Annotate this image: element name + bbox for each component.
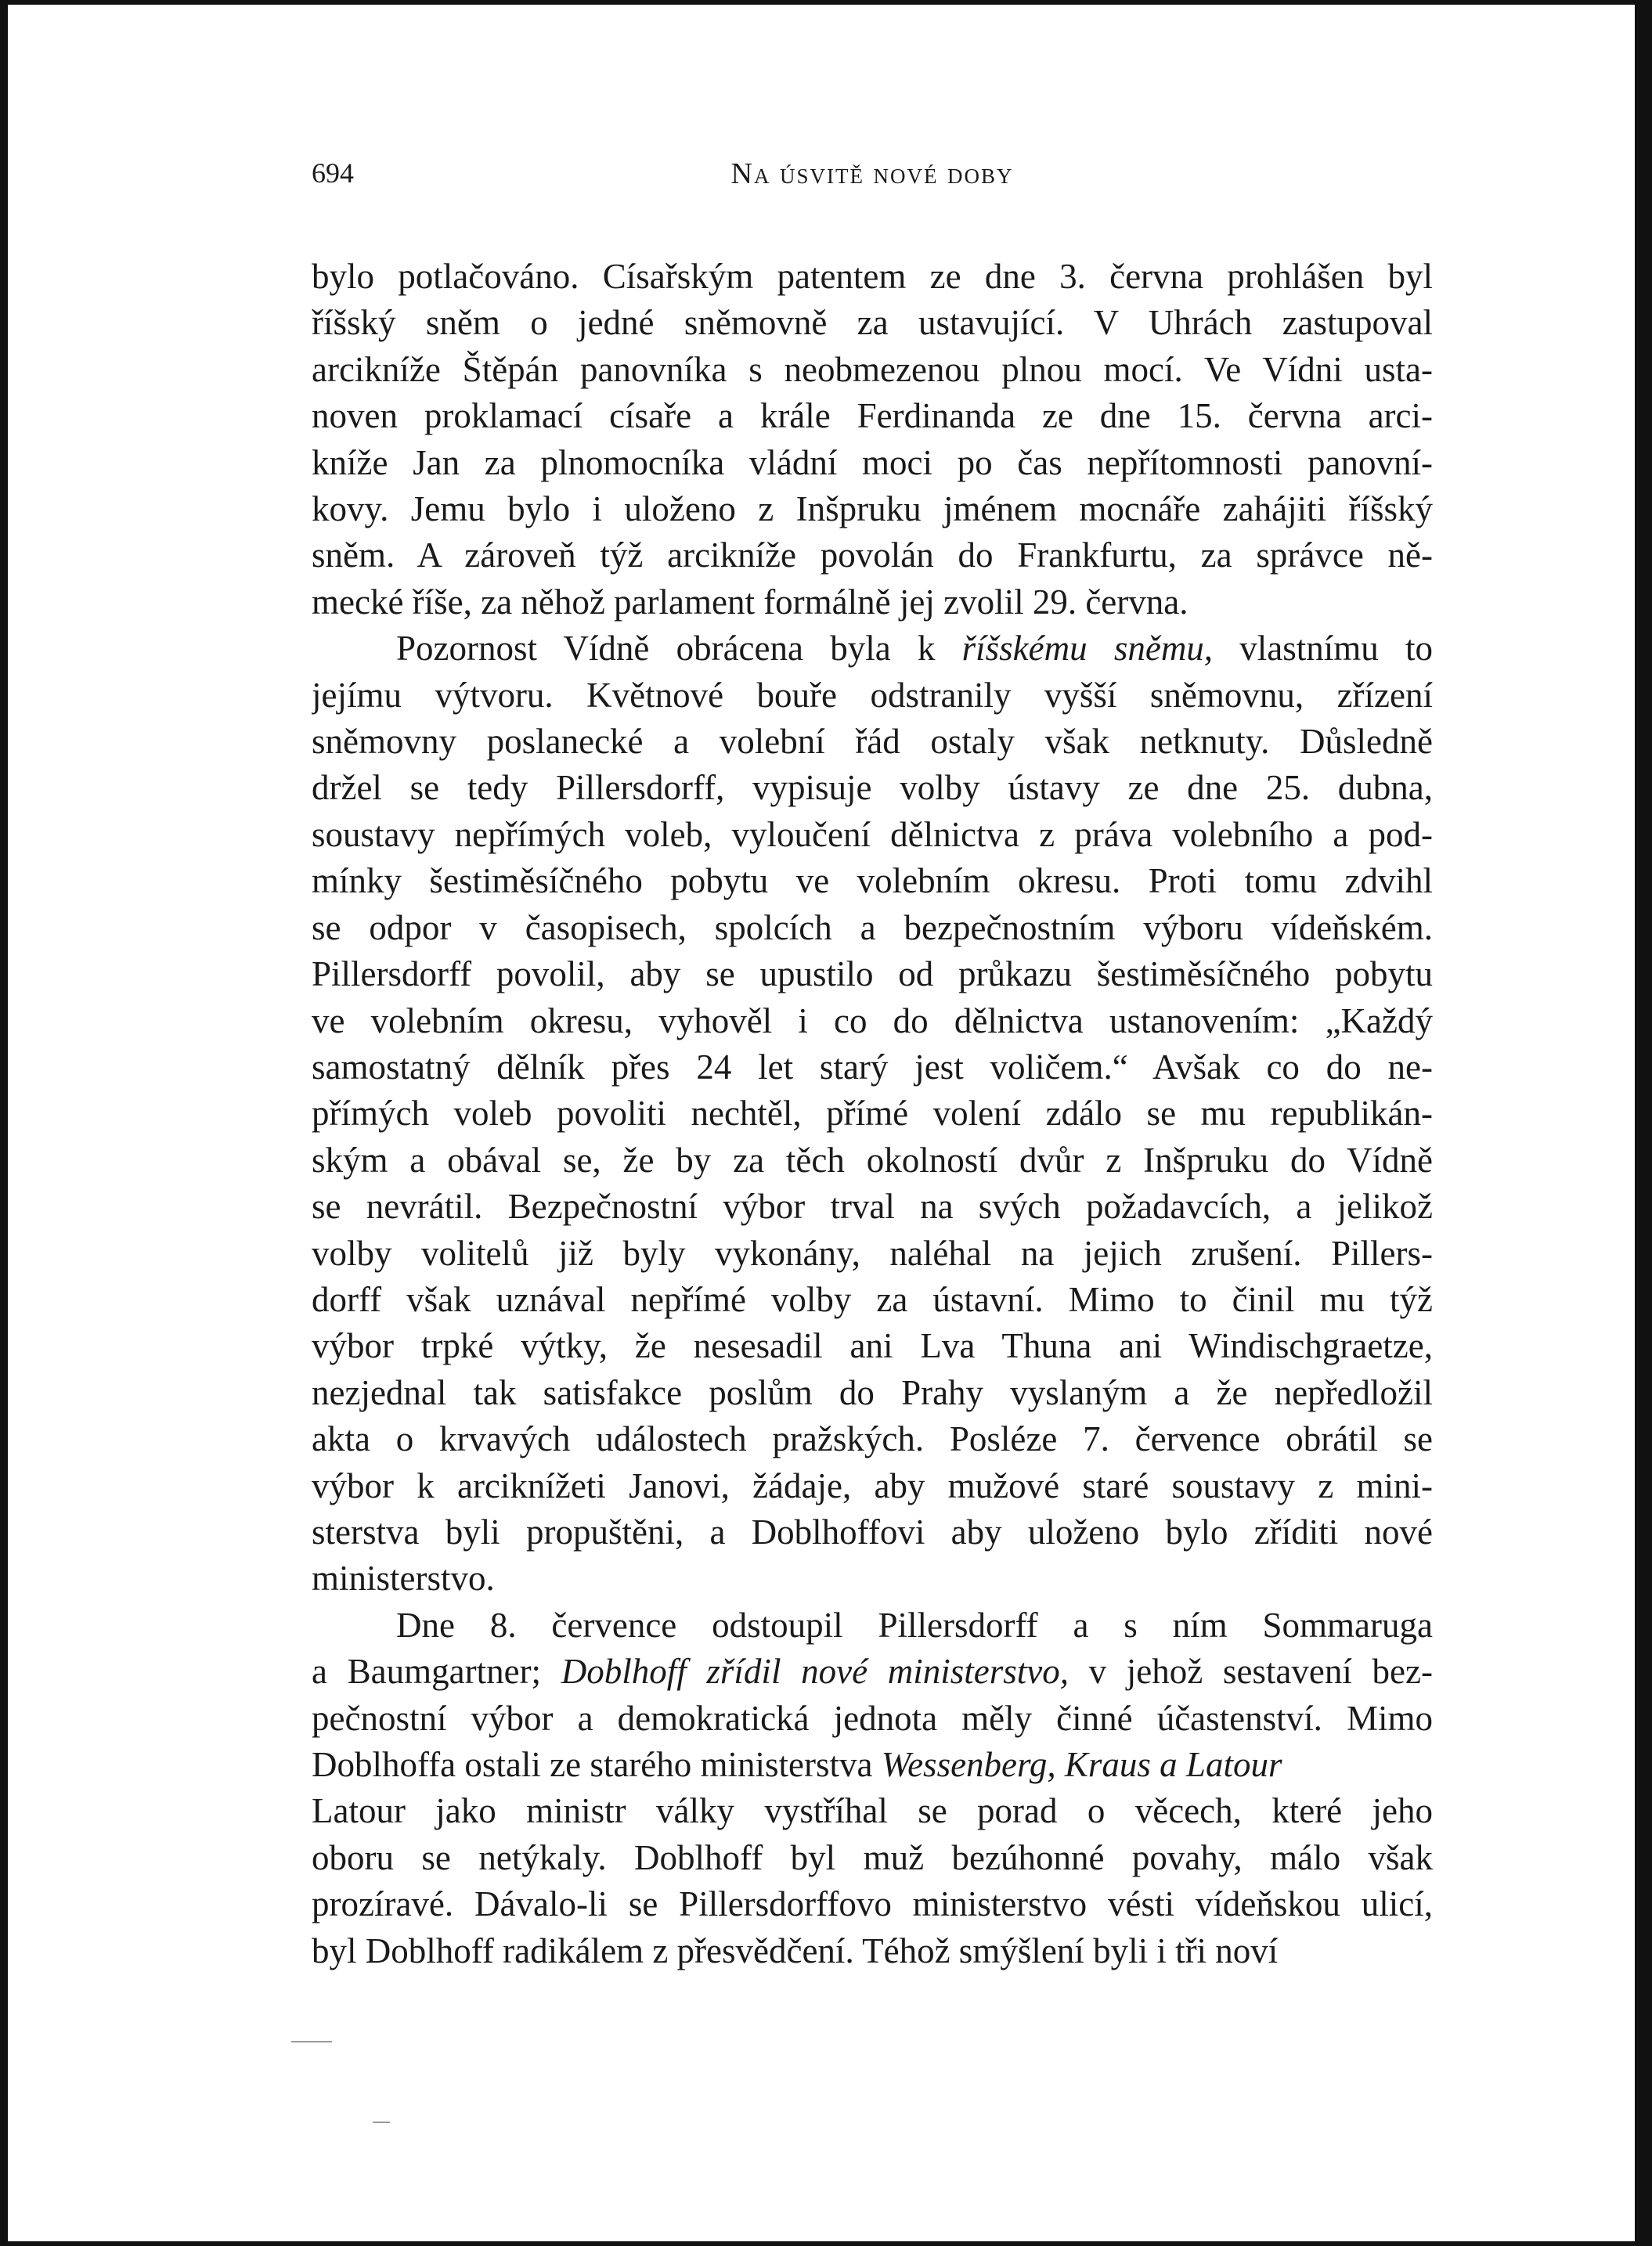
text-line-segment: ve volebním okresu, vyhověl i co do dělnictva ustanovením: „Každý xyxy=(312,1000,1433,1040)
text-line-segment: kníže Jan za plnomocníka vládní moci po čas nepřítomnosti panovní- xyxy=(312,442,1433,482)
text-line-segment: nezjednal tak satisfakce poslům do Prahy vyslaným a že nepředložil xyxy=(312,1372,1433,1412)
text-line-segment: sněm. A zároveň týž arcikníže povolán do Frankfurtu, za správce ně- xyxy=(312,535,1433,575)
text-line xyxy=(312,858,1433,904)
text-line xyxy=(312,347,1433,393)
text-line-segment: noven proklamací císaře a krále Ferdinanda ze dne 15. června arci- xyxy=(312,396,1433,436)
text-line-segment: volby volitelů již byly vykonány, naléhal na jejich zrušení. Pillers- xyxy=(312,1233,1433,1273)
body-text xyxy=(312,254,1433,1974)
scan-smudge xyxy=(291,2041,332,2042)
text-line xyxy=(312,672,1433,719)
text-line xyxy=(312,812,1433,858)
scan-smudge xyxy=(373,2122,390,2123)
italic-phrase: říšskému sněmu, xyxy=(961,629,1214,669)
text-line xyxy=(312,1370,1433,1416)
text-line xyxy=(312,1602,1433,1649)
text-line-segment: ským a obával se, že by za těch okolností dvůr z Inšpruku do Vídně xyxy=(312,1140,1433,1180)
text-line-segment: výbor k arciknížeti Janovi, žádaje, aby mužové staré soustavy z mini- xyxy=(312,1465,1433,1505)
text-line-segment: bylo potlačováno. Císařským patentem ze dne 3. června prohlášen byl xyxy=(312,257,1433,296)
text-line xyxy=(312,951,1433,997)
text-line-segment: oboru se netýkaly. Doblhoff byl muž bezúhonné povahy, málo však xyxy=(312,1837,1433,1877)
text-line xyxy=(312,1184,1433,1230)
text-line-segment: pečnostní výbor a demokratická jednota měly činné účastenství. Mimo xyxy=(312,1698,1433,1738)
scan-border-bottom xyxy=(0,2241,1652,2246)
text-line-segment: v jehož sestavení bez- xyxy=(1068,1652,1433,1692)
text-line-segment: vlastnímu to xyxy=(1213,629,1433,669)
text-line xyxy=(312,1323,1433,1369)
text-line-segment: se nevrátil. Bezpečnostní výbor trval na svých požadavcích, a jelikož xyxy=(312,1187,1433,1227)
text-line-segment: arcikníže Štěpán panovníka s neobmezenou plnou mocí. Ve Vídni usta- xyxy=(312,349,1433,389)
text-line xyxy=(312,1649,1433,1695)
text-line xyxy=(312,532,1433,579)
text-line-segment: Pillersdorff povolil, aby se upustilo od průkazu šestiměsíčného pobytu xyxy=(312,954,1433,994)
text-line xyxy=(312,1231,1433,1277)
text-line-segment: samostatný dělník přes 24 let starý jest voličem.“ Avšak co do ne- xyxy=(312,1047,1433,1087)
text-line-segment: jejímu výtvoru. Květnové bouře odstranily vyšší sněmovnu, zřízení xyxy=(312,675,1433,715)
italic-phrase: Wessenberg, Kraus a Latour xyxy=(881,1745,1282,1784)
text-line xyxy=(312,1835,1433,1881)
book-page xyxy=(312,157,1433,1974)
text-line xyxy=(312,1696,1433,1742)
text-line-segment: kovy. Jemu bylo i uloženo z Inšpruku jménem mocnáře zahájiti říšský xyxy=(312,489,1433,529)
text-line xyxy=(312,1556,1433,1602)
text-line xyxy=(312,1091,1433,1137)
italic-phrase: Doblhoff zřídil nové ministerstvo, xyxy=(561,1652,1069,1692)
text-line-segment: Latour jako ministr války vystříhal se porad o věcech, které jeho xyxy=(312,1791,1433,1831)
text-line-segment: dorff však uznával nepřímé volby za ústavní. Mimo to činil mu týž xyxy=(312,1279,1433,1319)
text-line-segment: mecké říše, za něhož parlament formálně jej zvolil 29. června. xyxy=(312,582,1189,622)
running-head xyxy=(312,157,1433,204)
text-line xyxy=(312,998,1433,1044)
text-line xyxy=(312,1416,1433,1462)
text-line xyxy=(312,719,1433,765)
scan-border-top xyxy=(0,0,1652,5)
page-number: 694 xyxy=(312,157,354,189)
text-line-segment: prozíravé. Dávalo-li se Pillersdorffovo ministerstvo vésti vídeňskou ulicí, xyxy=(312,1884,1433,1924)
text-line-segment: Pozornost Vídně obrácena byla k xyxy=(396,629,962,669)
text-line xyxy=(312,1881,1433,1927)
text-line-segment: byl Doblhoff radikálem z přesvědčení. Téhož smýšlení byli i tři noví xyxy=(312,1931,1279,1970)
text-line xyxy=(312,1044,1433,1091)
text-line-segment: ministerstvo. xyxy=(312,1559,495,1599)
text-line xyxy=(312,300,1433,346)
text-line xyxy=(312,579,1433,625)
text-line xyxy=(312,1928,1433,1974)
text-line-segment: Dne 8. července odstoupil Pillersdorff a s ním Sommaruga xyxy=(396,1605,1433,1645)
text-line xyxy=(312,254,1433,300)
text-line xyxy=(312,1788,1433,1834)
text-line xyxy=(312,1277,1433,1323)
text-line-segment: sněmovny poslanecké a volební řád ostaly však netknuty. Důsledně xyxy=(312,722,1433,762)
text-line-segment: výbor trpké výtky, že nesesadil ani Lva Thuna ani Windischgraetze, xyxy=(312,1326,1433,1366)
text-line xyxy=(312,1509,1433,1556)
text-line xyxy=(312,393,1433,439)
text-line-segment: přímých voleb povoliti nechtěl, přímé volení zdálo se mu republikán- xyxy=(312,1094,1433,1134)
text-line xyxy=(312,765,1433,811)
text-line xyxy=(312,905,1433,951)
scan-border-right xyxy=(1635,0,1652,2246)
text-line xyxy=(312,1742,1433,1788)
text-line xyxy=(312,486,1433,532)
text-line-segment: říšský sněm o jedné sněmovně za ustavující. V Uhrách zastupoval xyxy=(312,303,1433,343)
text-line xyxy=(312,1137,1433,1184)
text-line xyxy=(312,440,1433,486)
text-line-segment: a Baumgartner; xyxy=(312,1652,561,1692)
running-title: Na úsvitě nové doby xyxy=(730,157,1014,190)
text-line-segment: sterstva byli propuštěni, a Doblhoffovi aby uloženo bylo zříditi nové xyxy=(312,1512,1433,1552)
text-line xyxy=(312,625,1433,672)
scan-border-left xyxy=(0,0,8,2246)
text-line-segment: držel se tedy Pillersdorff, vypisuje volby ústavy ze dne 25. dubna, xyxy=(312,768,1433,808)
text-line-segment: soustavy nepřímých voleb, vyloučení dělnictva z práva volebního a pod- xyxy=(312,814,1433,854)
text-line-segment: akta o krvavých událostech pražských. Posléze 7. července obrátil se xyxy=(312,1419,1433,1459)
text-line-segment: Doblhoffa ostali ze starého ministerstva xyxy=(312,1745,882,1784)
text-line xyxy=(312,1463,1433,1509)
text-line-segment: se odpor v časopisech, spolcích a bezpečnostním výboru vídeňském. xyxy=(312,907,1433,947)
text-line-segment: mínky šestiměsíčného pobytu ve volebním okresu. Proti tomu zdvihl xyxy=(312,861,1433,901)
